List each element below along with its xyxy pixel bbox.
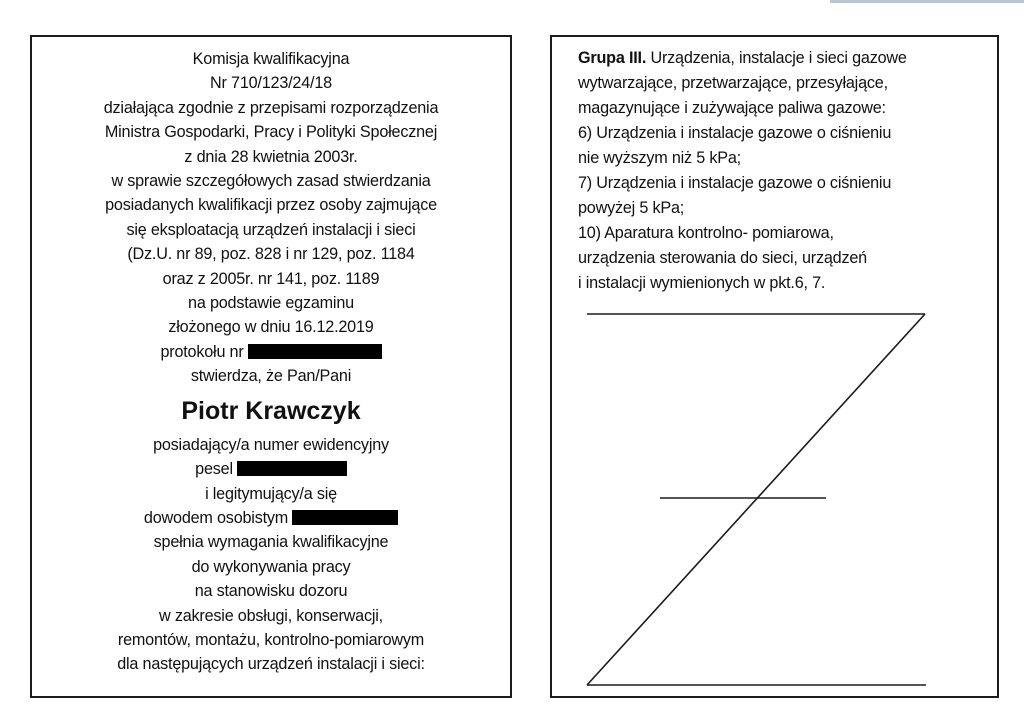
- pesel-line: [32, 457, 510, 481]
- item-10-line: i instalacji wymienionych w pkt.6, 7.: [578, 274, 826, 292]
- commission-number: Nr 710/123/24/18: [210, 74, 332, 93]
- group-description-line: wytwarzające, przetwarzające, przesyłające,: [578, 74, 888, 92]
- legal-basis-line: posiadanych kwalifikacji przez osoby zajmujące: [105, 196, 437, 215]
- legal-basis-line: (Dz.U. nr 89, poz. 828 i nr 129, poz. 1184: [127, 245, 415, 264]
- certificate-body: [32, 47, 510, 677]
- item-7-line: powyżej 5 kPa;: [578, 199, 685, 217]
- legal-basis-line: z dnia 28 kwietnia 2003r.: [184, 147, 358, 166]
- item-7-line: 7) Urządzenia i instalacje gazowe o ciśnieniu: [578, 174, 892, 192]
- certificate-left-page: [30, 35, 512, 698]
- protocol-label: protokołu nr: [160, 342, 244, 361]
- legal-basis-line: oraz z 2005r. nr 141, poz. 1189: [162, 269, 380, 288]
- scan-edge-line: [830, 0, 1024, 3]
- item-10-line: urządzenia sterowania do sieci, urządzeń: [578, 249, 867, 267]
- commission-title: Komisja kwalifikacyjna: [192, 50, 350, 68]
- item-6-line: nie wyższym niż 5 kPa;: [578, 149, 741, 167]
- z-cancellation-mark: [552, 37, 1001, 700]
- item-10-line: 10) Aparatura kontrolno- pomiarowa,: [578, 224, 834, 242]
- certifies-line: stwierdza, że Pan/Pani: [190, 367, 352, 386]
- certificate-right-page: [550, 35, 999, 698]
- requirements-line: na stanowisku dozoru: [194, 582, 348, 601]
- person-name: Piotr Krawczyk: [181, 396, 361, 425]
- pesel-redaction: [237, 461, 347, 476]
- group-description: Urządzenia, instalacje i sieci gazowe: [650, 49, 907, 67]
- pesel-label: pesel: [195, 460, 233, 479]
- requirements-line: dla następujących urządzeń instalacji i sieci:: [117, 655, 425, 674]
- protocol-line: [32, 340, 510, 364]
- id-card-redaction: [292, 510, 398, 525]
- requirements-line: do wykonywania pracy: [191, 557, 351, 576]
- reg-number-label: posiadający/a numer ewidencyjny: [153, 435, 389, 454]
- requirements-line: remontów, montażu, kontrolno-pomiarowym: [117, 630, 425, 649]
- exam-date-line: złożonego w dniu 16.12.2019: [168, 318, 374, 337]
- legal-basis-line: działająca zgodnie z przepisami rozporządzenia: [103, 98, 439, 117]
- requirements-line: w zakresie obsługi, konserwacji,: [159, 606, 383, 625]
- item-6-line: 6) Urządzenia i instalacje gazowe o ciśnieniu: [578, 124, 892, 142]
- z-mark-diagonal-stroke: [587, 314, 925, 685]
- group-label: Grupa III.: [578, 49, 647, 67]
- protocol-number-redaction: [248, 344, 382, 359]
- id-card-label: dowodem osobistym: [143, 508, 289, 527]
- identified-label: i legitymujący/a się: [205, 484, 337, 503]
- legal-basis-line: Ministra Gospodarki, Pracy i Polityki Społecznej: [104, 123, 438, 142]
- group-description-line: magazynujące i zużywające paliwa gazowe:: [578, 99, 886, 117]
- exam-line: na podstawie egzaminu: [188, 294, 354, 313]
- legal-basis-line: się eksploatacją urządzeń instalacji i sieci: [126, 220, 416, 239]
- requirements-line: spełnia wymagania kwalifikacyjne: [153, 533, 389, 552]
- id-card-line: [32, 506, 510, 530]
- legal-basis-line: w sprawie szczegółowych zasad stwierdzania: [111, 172, 431, 191]
